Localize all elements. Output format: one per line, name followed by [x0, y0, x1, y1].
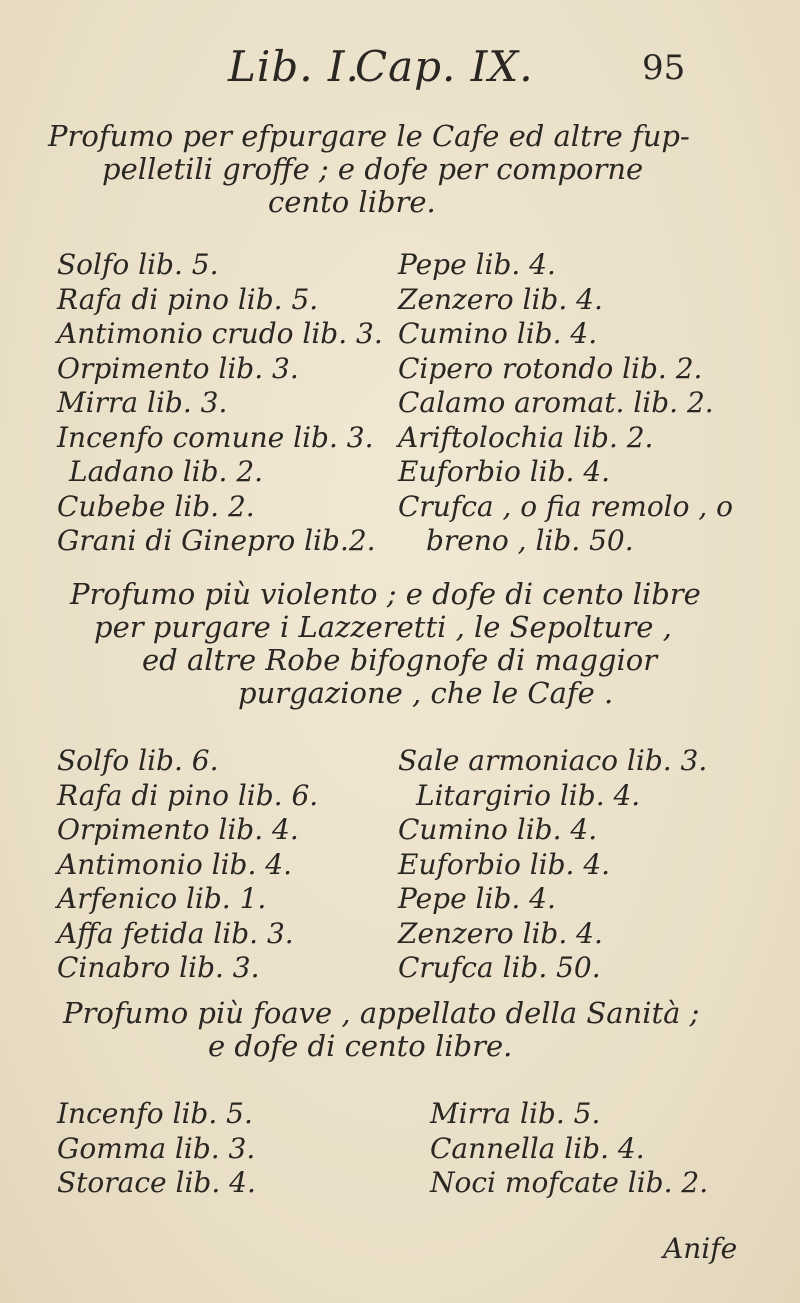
section-3-left-list [57, 1097, 256, 1201]
heading-line: e dofe di cento libre. [208, 1029, 513, 1063]
ingredient: Solfo lib. 5. [57, 248, 219, 281]
ingredient: Antimonio crudo lib. 3. [57, 317, 383, 350]
heading-line: pelletili groffe ; e dofe per comporne [102, 152, 644, 186]
ingredient: Arfenico lib. 1. [57, 882, 267, 915]
catchword: Anife [663, 1232, 738, 1265]
ingredient: Sale armoniaco lib. 3. [398, 744, 708, 777]
ingredient: Mirra lib. 3. [57, 386, 228, 419]
ingredient: Cipero rotondo lib. 2. [398, 351, 703, 385]
ingredient: Rafa di pino lib. 6. [57, 778, 319, 812]
chapter-number: Cap. IX. [355, 42, 534, 91]
heading-line: per purgare i Lazzeretti , le Sepolture , [94, 610, 672, 644]
ingredient: Pepe lib. 4. [398, 882, 556, 915]
ingredient: Mirra lib. 5. [430, 1097, 601, 1130]
ingredient: Cumino lib. 4. [398, 813, 598, 846]
ingredient: Antimonio lib. 4. [57, 847, 292, 881]
heading-line: cento libre. [268, 185, 436, 219]
heading-line: Profumo per efpurgare le Cafe ed altre fup- [48, 119, 690, 153]
page-number: 95 [642, 48, 686, 88]
ingredient: Incenfo comune lib. 3. [57, 420, 374, 454]
ingredient: Pepe lib. 4. [398, 248, 556, 281]
ingredient: Gomma lib. 3. [57, 1131, 256, 1165]
heading-line: purgazione , che le Cafe . [238, 676, 614, 710]
ingredient: Affa fetida lib. 3. [57, 916, 294, 950]
ingredient: Zenzero lib. 4. [398, 282, 603, 316]
ingredient: Euforbio lib. 4. [398, 847, 611, 881]
ingredient: Euforbio lib. 4. [398, 455, 611, 488]
ingredient: Noci mofcate lib. 2. [430, 1166, 709, 1199]
ingredient: Cumino lib. 4. [398, 317, 598, 350]
ingredient: Crufca lib. 50. [398, 951, 601, 984]
heading-line: Profumo più violento ; e dofe di cento libre [70, 577, 701, 611]
ingredient: breno , lib. 50. [426, 524, 634, 557]
section-1-right-list [398, 248, 733, 559]
ingredient: Orpimento lib. 4. [57, 813, 299, 846]
ingredient: Ariftolochia lib. 2. [398, 420, 654, 454]
section-2-right-list [398, 744, 707, 986]
ingredient: Solfo lib. 6. [57, 744, 219, 777]
ingredient: Litargirio lib. 4. [416, 778, 641, 812]
section-2-left-list [57, 744, 318, 986]
section-1-left-list [57, 248, 383, 559]
section-3-right-list [430, 1097, 708, 1201]
ingredient: Cannella lib. 4. [430, 1131, 645, 1165]
ingredient: Cinabro lib. 3. [57, 951, 260, 984]
ingredient: Incenfo lib. 5. [57, 1097, 253, 1130]
heading-line: Profumo più foave , appellato della Sanità ; [63, 996, 700, 1030]
ingredient: Crufca , o fia remolo , o [398, 489, 734, 523]
ingredient: Ladano lib. 2. [69, 455, 264, 488]
book-number: Lib. I. [228, 42, 360, 91]
ingredient: Calamo aromat. lib. 2. [398, 386, 714, 419]
ingredient: Storace lib. 4. [57, 1166, 256, 1199]
ingredient: Cubebe lib. 2. [57, 489, 255, 523]
ingredient: Zenzero lib. 4. [398, 916, 603, 950]
running-header [0, 42, 800, 102]
ingredient: Grani di Ginepro lib.2. [57, 524, 376, 557]
ingredient: Rafa di pino lib. 5. [57, 282, 319, 316]
heading-line: ed altre Robe bifognofe di maggior [142, 643, 658, 677]
ingredient: Orpimento lib. 3. [57, 351, 299, 385]
